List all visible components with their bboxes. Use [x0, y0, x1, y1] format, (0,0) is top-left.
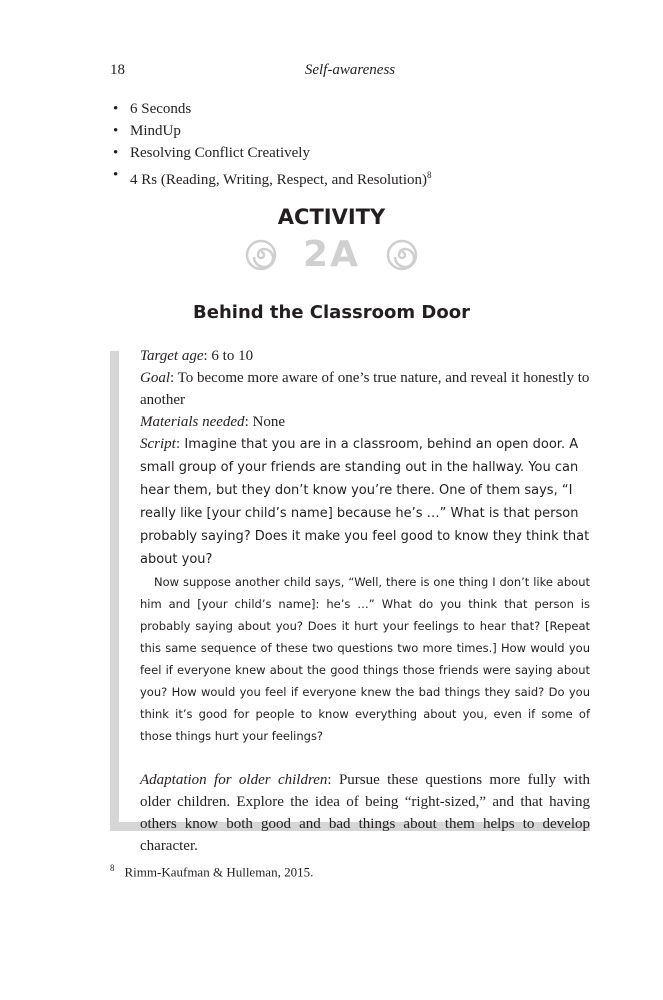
target-age-label: Target age — [140, 348, 204, 364]
list-item: • MindUp — [110, 120, 432, 142]
target-age — [140, 345, 590, 367]
goal-label: Goal — [140, 370, 170, 386]
materials-label: Materials needed — [140, 414, 245, 430]
footnote-reference[interactable]: 8 — [427, 170, 432, 180]
activity-number: 2A — [303, 234, 360, 275]
script-text: : Imagine that you are in a classroom, behind an open door. A small group of your friends are standing out in the hallway. You can hear them, but they don’t know you’re there. One of them says, “I really like [your child’s name] because he’s …” What is that person probably saying? Does it make you feel good to know they think that about you? — [140, 437, 590, 567]
script — [140, 433, 590, 571]
footnote-text: Rimm-Kaufman & Hulleman, 2015. — [124, 864, 314, 880]
bullet-marker: • — [113, 145, 119, 161]
bullet-marker: • — [113, 167, 119, 183]
bullet-marker: • — [113, 123, 119, 139]
materials — [140, 411, 590, 433]
adaptation-label: Adaptation for older children — [140, 772, 328, 788]
goal-value: : To become more aware of one’s true nature, and reveal it honestly to another — [140, 370, 590, 408]
adaptation — [140, 769, 590, 857]
activity-heading: ACTIVITY — [277, 205, 386, 229]
list-item: • 4 Rs (Reading, Writing, Respect, and Resolution)$^8$ — [110, 164, 432, 186]
activity-number-row — [0, 235, 663, 275]
list-item: • 6 Seconds — [110, 98, 432, 120]
activity-title: Behind the Classroom Door — [193, 302, 470, 323]
running-title: Self-awareness — [304, 62, 396, 78]
spiral-icon — [386, 239, 418, 271]
bullet-marker: • — [113, 101, 119, 117]
script-paragraph-2: Now suppose another child says, “Well, there is one thing I don’t like about him and [your child’s name]: he’s …” What do you think that person is probably saying about you? Does it hurt your feelings to hear that? [Repeat this same sequence of these two questions two more times.] How would you feel if everyone knew about the good things those friends were saying about you? How would you feel if everyone knew the bad things they said? Do you think it’s good for people to know everything about you, even if some of those things hurt your feelings? — [140, 575, 590, 743]
spiral-icon — [245, 239, 277, 271]
materials-value: : None — [244, 414, 285, 430]
script-label: Script — [140, 436, 176, 452]
program-list — [110, 98, 432, 186]
goal — [140, 367, 590, 411]
activity-box-left-border — [110, 351, 119, 831]
page-header — [110, 62, 590, 82]
page-number: 18 — [110, 62, 125, 78]
target-age-value: : 6 to 10 — [203, 348, 254, 364]
adaptation-value: : Pursue these questions more fully with older children. Explore the idea of being “right-sized,” and that having others know both good and bad things about them helps to develop character. — [140, 772, 590, 854]
footnote-number: 8 — [110, 863, 115, 873]
footnote — [110, 863, 313, 880]
list-item: • Resolving Conflict Creatively — [110, 142, 432, 164]
activity-box — [140, 345, 590, 857]
